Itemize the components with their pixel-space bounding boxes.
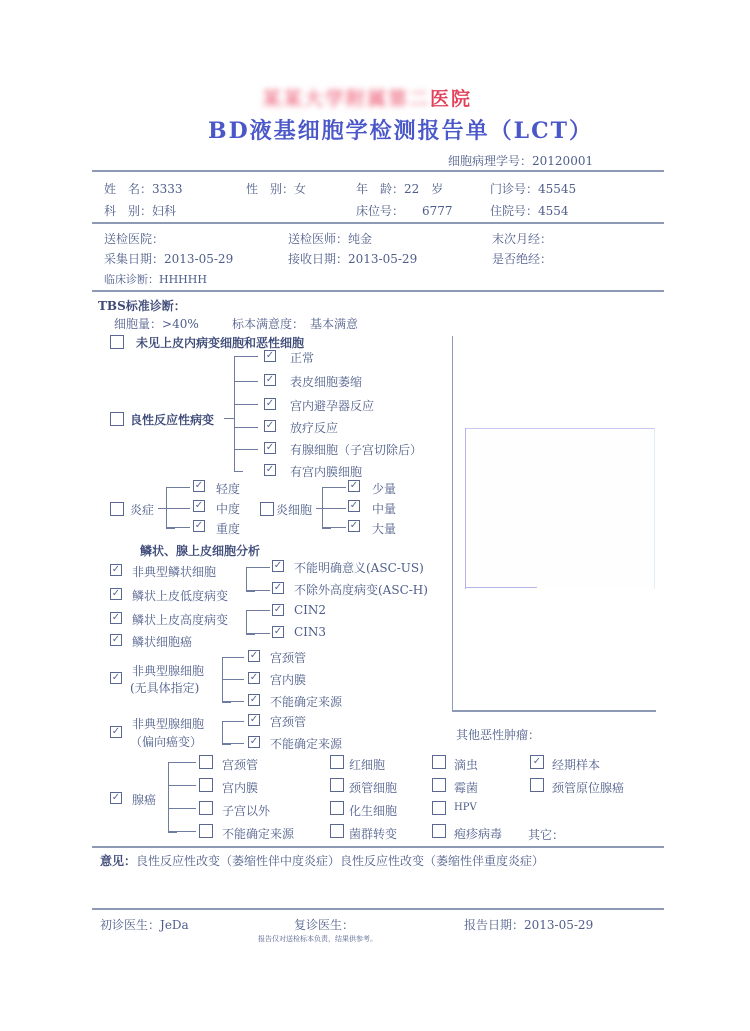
agc-neoplastic-checkbox[interactable]: ✓ bbox=[111, 726, 121, 737]
divider bbox=[92, 290, 664, 292]
benign-item-label: 宫内避孕器反应 bbox=[290, 399, 375, 413]
bracket-tick bbox=[222, 701, 244, 702]
squamous-label: 鳞状上皮低度病变 bbox=[132, 589, 229, 603]
asc-item-label: 不除外高度病变(ASC-H) bbox=[294, 583, 428, 597]
value: >40% bbox=[162, 317, 199, 331]
agc-nos-label-line2: (无具体指定) bbox=[130, 681, 200, 695]
squamous-checkbox[interactable]: ✓ bbox=[111, 634, 121, 645]
cell-type-checkbox[interactable] bbox=[330, 824, 344, 838]
agc-nos-checkbox[interactable]: ✓ bbox=[111, 672, 121, 683]
hospital-name-suffix: 医院 bbox=[430, 88, 473, 110]
cell-type-checkbox[interactable] bbox=[330, 755, 344, 769]
other-label: 其它： bbox=[528, 828, 565, 842]
other-malignant-label: 其他恶性肿瘤： bbox=[456, 728, 541, 742]
adenocarcinoma-item-label: 宫颈管 bbox=[222, 758, 259, 772]
outpatient-number bbox=[490, 180, 576, 197]
bracket bbox=[168, 762, 177, 833]
value: JeDa bbox=[160, 918, 189, 932]
organism-checkbox[interactable] bbox=[432, 801, 446, 815]
inflammation-item-checkbox[interactable]: ✓ bbox=[194, 520, 204, 531]
bracket-tick bbox=[234, 427, 258, 428]
cell-type-label: 菌群转变 bbox=[349, 827, 398, 841]
pathology-number bbox=[448, 152, 593, 169]
squamous-label: 鳞状细胞癌 bbox=[132, 635, 193, 649]
ais-checkbox[interactable] bbox=[530, 778, 544, 792]
benign-checkbox[interactable] bbox=[110, 412, 124, 426]
adenocarcinoma-item-label: 宫内膜 bbox=[222, 781, 259, 795]
benign-item-label: 表皮细胞萎缩 bbox=[290, 375, 363, 389]
cell-type-label: 化生细胞 bbox=[349, 804, 398, 818]
bracket-tick bbox=[168, 785, 196, 786]
value: 基本满意 bbox=[310, 317, 359, 331]
inflammatory-cells-item-label: 大量 bbox=[372, 522, 397, 536]
value: 3333 bbox=[152, 182, 183, 196]
label: 复诊医生： bbox=[294, 918, 355, 932]
benign-item-label: 有宫内膜细胞 bbox=[290, 465, 363, 479]
squamous-checkbox[interactable]: ✓ bbox=[111, 612, 121, 623]
benign-item-checkbox[interactable]: ✓ bbox=[265, 374, 275, 385]
bracket-tick bbox=[168, 762, 196, 763]
value: 4554 bbox=[538, 204, 569, 218]
submitting-hospital bbox=[104, 230, 164, 247]
tbs-title: TBS标准诊断： bbox=[98, 299, 186, 313]
report-date bbox=[464, 916, 593, 933]
label: 年 龄： bbox=[356, 182, 405, 196]
bracket-tick bbox=[158, 508, 166, 509]
inflammation-item-label: 重度 bbox=[216, 522, 241, 536]
squamous-checkbox[interactable]: ✓ bbox=[111, 588, 121, 599]
bracket-tick bbox=[246, 590, 270, 591]
inflammation-label: 炎症 bbox=[130, 503, 155, 517]
label: 报告日期： bbox=[464, 918, 525, 932]
cell-type-checkbox[interactable] bbox=[330, 801, 344, 815]
divider bbox=[92, 170, 664, 172]
bracket-tick bbox=[246, 633, 270, 634]
opinion-text: 良性反应性改变（萎缩性伴中度炎症）良性反应性改变（萎缩性伴重度炎症） bbox=[136, 854, 545, 868]
label: 床位号： bbox=[356, 204, 405, 218]
value: 女 bbox=[294, 182, 307, 196]
bracket-tick bbox=[222, 679, 244, 680]
patient-age bbox=[356, 180, 443, 197]
benign-item-label: 放疗反应 bbox=[290, 421, 339, 435]
bracket bbox=[246, 567, 255, 592]
label: 临床诊断： bbox=[104, 273, 159, 286]
value: 2013-05-29 bbox=[524, 918, 594, 932]
agc-nos-item-checkbox[interactable]: ✓ bbox=[249, 694, 259, 705]
ais-label: 颈管原位腺癌 bbox=[552, 781, 625, 795]
benign-item-checkbox[interactable]: ✓ bbox=[265, 398, 275, 409]
adenocarcinoma-item-checkbox[interactable] bbox=[199, 778, 213, 792]
review-doctor bbox=[294, 916, 354, 933]
nilm-label: 未见上皮内病变细胞和恶性细胞 bbox=[136, 336, 305, 350]
bracket-tick bbox=[234, 381, 258, 382]
inflammation-item-checkbox[interactable]: ✓ bbox=[194, 500, 204, 511]
benign-item-label: 有腺细胞（子宫切除后） bbox=[290, 443, 423, 457]
label: 接收日期： bbox=[288, 252, 349, 266]
cin-item-checkbox[interactable]: ✓ bbox=[273, 604, 283, 615]
image-frame-bottom bbox=[452, 710, 656, 712]
value: 纯金 bbox=[348, 232, 373, 246]
inpatient-number bbox=[490, 202, 569, 219]
divider bbox=[92, 222, 664, 224]
bracket-tick bbox=[166, 527, 190, 528]
inflammatory-cells-item-label: 少量 bbox=[372, 482, 397, 496]
clinical-diagnosis bbox=[104, 271, 207, 287]
bracket-tick bbox=[234, 449, 258, 450]
agc-nos-item-checkbox[interactable]: ✓ bbox=[249, 672, 259, 683]
organism-checkbox[interactable] bbox=[432, 778, 446, 792]
bracket-tick bbox=[246, 610, 270, 611]
agc-nos-item-label: 不能确定来源 bbox=[270, 695, 343, 709]
benign-item-label: 正常 bbox=[290, 351, 315, 365]
menopause bbox=[492, 250, 552, 267]
organism-checkbox[interactable] bbox=[432, 824, 446, 838]
cin-item-checkbox[interactable]: ✓ bbox=[273, 626, 283, 637]
agc-neoplastic-label-line1: 非典型腺细胞 bbox=[132, 717, 205, 731]
label: 是否绝经： bbox=[492, 252, 553, 266]
organism-checkbox[interactable] bbox=[432, 755, 446, 769]
agc-neoplastic-item-checkbox[interactable]: ✓ bbox=[249, 736, 259, 747]
nilm-checkbox[interactable] bbox=[110, 335, 124, 349]
benign-item-checkbox[interactable]: ✓ bbox=[265, 350, 275, 361]
submitting-doctor bbox=[288, 230, 372, 247]
initial-doctor bbox=[100, 916, 189, 933]
last-menstrual-period bbox=[492, 230, 552, 247]
asc-item-label: 不能明确意义(ASC-US) bbox=[294, 561, 424, 575]
agc-neoplastic-item-label: 不能确定来源 bbox=[270, 737, 343, 751]
adenocarcinoma-item-checkbox[interactable] bbox=[199, 755, 213, 769]
adenocarcinoma-label: 腺癌 bbox=[132, 793, 157, 807]
opinion-label: 意见： bbox=[100, 854, 137, 868]
pathology-number-label: 细胞病理学号： bbox=[448, 154, 533, 168]
bracket-tick bbox=[322, 508, 346, 509]
label: 送检医师： bbox=[288, 232, 349, 246]
report-title: BD液基细胞学检测报告单（LCT） bbox=[208, 118, 594, 144]
pathology-number-value: 20120001 bbox=[532, 154, 594, 168]
opinion bbox=[100, 852, 544, 869]
image-frame-left bbox=[452, 336, 453, 712]
label: 科 别： bbox=[104, 204, 153, 218]
agc-nos-label-line1: 非典型腺细胞 bbox=[132, 664, 205, 678]
inflammation-item-checkbox[interactable]: ✓ bbox=[194, 480, 204, 491]
inflammatory-cells-item-label: 中量 bbox=[372, 502, 397, 516]
menstrual-sample-checkbox[interactable]: ✓ bbox=[530, 755, 544, 769]
cin-item-label: CIN3 bbox=[294, 625, 327, 639]
inflammatory-cells-item-checkbox[interactable]: ✓ bbox=[349, 520, 359, 531]
organism-label: HPV bbox=[454, 802, 477, 813]
agc-neoplastic-item-label: 宫颈管 bbox=[270, 715, 307, 729]
bracket-tick bbox=[224, 418, 234, 419]
agc-neoplastic-item-checkbox[interactable]: ✓ bbox=[249, 714, 259, 725]
inflammatory-cells-label: 炎细胞 bbox=[276, 503, 313, 517]
adenocarcinoma-item-checkbox[interactable] bbox=[199, 824, 213, 838]
organism-label: 疱疹病毒 bbox=[454, 827, 503, 841]
label: 性 别： bbox=[246, 182, 295, 196]
bracket-tick bbox=[246, 567, 270, 568]
bracket-tick bbox=[166, 508, 190, 509]
agc-nos-item-checkbox[interactable]: ✓ bbox=[249, 650, 259, 661]
cell-type-checkbox[interactable] bbox=[330, 778, 344, 792]
divider bbox=[92, 846, 664, 848]
label: 送检医院： bbox=[104, 232, 165, 246]
disclaimer-note: 报告仅对送检标本负责，结果供参考。 bbox=[258, 935, 377, 943]
bracket-tick bbox=[222, 721, 244, 722]
bracket-tick bbox=[168, 808, 196, 809]
bracket bbox=[222, 721, 231, 745]
image-frame-edge bbox=[465, 587, 537, 588]
label: 采集日期： bbox=[104, 252, 165, 266]
squamous-checkbox[interactable]: ✓ bbox=[111, 564, 121, 575]
divider bbox=[92, 908, 664, 910]
benign-label: 良性反应性病变 bbox=[130, 413, 215, 427]
collection-date bbox=[104, 250, 233, 267]
squamous-label: 非典型鳞状细胞 bbox=[132, 565, 217, 579]
cell-type-label: 红细胞 bbox=[349, 758, 386, 772]
bed-number bbox=[356, 202, 453, 219]
cin-item-label: CIN2 bbox=[294, 603, 327, 617]
bracket bbox=[222, 657, 231, 703]
asc-item-checkbox[interactable]: ✓ bbox=[273, 582, 283, 593]
asc-item-checkbox[interactable]: ✓ bbox=[273, 560, 283, 571]
label: 住院号： bbox=[490, 204, 539, 218]
bracket-tick bbox=[322, 527, 346, 528]
value: 6777 bbox=[422, 204, 453, 218]
label: 门诊号： bbox=[490, 182, 539, 196]
bracket-tick bbox=[168, 831, 196, 832]
adenocarcinoma-checkbox[interactable]: ✓ bbox=[111, 792, 121, 803]
bracket-tick bbox=[234, 356, 258, 357]
hospital-name bbox=[262, 84, 472, 111]
label: 初诊医生： bbox=[100, 918, 161, 932]
agc-nos-item-label: 宫内膜 bbox=[270, 673, 307, 687]
patient-sex bbox=[246, 180, 306, 197]
bracket-tick bbox=[322, 487, 346, 488]
cell-amount bbox=[114, 315, 199, 332]
agc-neoplastic-label-line2: （偏向癌变） bbox=[130, 735, 203, 749]
label: 末次月经： bbox=[492, 232, 553, 246]
organism-label: 霉菌 bbox=[454, 781, 479, 795]
benign-item-checkbox[interactable]: ✓ bbox=[265, 420, 275, 431]
bracket-tick bbox=[222, 743, 244, 744]
value: 2013-05-29 bbox=[348, 252, 418, 266]
inflammation-item-label: 轻度 bbox=[216, 482, 241, 496]
squamous-label: 鳞状上皮高度病变 bbox=[132, 613, 229, 627]
benign-item-checkbox[interactable]: ✓ bbox=[265, 442, 275, 453]
cell-type-label: 颈管细胞 bbox=[349, 781, 398, 795]
bracket bbox=[234, 356, 243, 472]
inflammatory-cells-checkbox[interactable] bbox=[260, 502, 274, 516]
benign-item-checkbox[interactable]: ✓ bbox=[265, 464, 275, 475]
value: 妇科 bbox=[152, 204, 177, 218]
patient-name bbox=[104, 180, 183, 197]
bracket-tick bbox=[166, 487, 190, 488]
adenocarcinoma-item-label: 子宫以外 bbox=[222, 804, 271, 818]
value: 45545 bbox=[538, 182, 577, 196]
bracket-tick bbox=[222, 657, 244, 658]
inflammatory-cells-item-checkbox[interactable]: ✓ bbox=[349, 500, 359, 511]
inflammation-checkbox[interactable] bbox=[110, 502, 124, 516]
specimen-image-placeholder bbox=[465, 428, 655, 589]
adenocarcinoma-item-label: 不能确定来源 bbox=[222, 827, 295, 841]
label: 姓 名： bbox=[104, 182, 153, 196]
label: 标本满意度： bbox=[232, 317, 305, 331]
value: 22 岁 bbox=[404, 182, 444, 196]
agc-nos-item-label: 宫颈管 bbox=[270, 651, 307, 665]
bracket-tick bbox=[234, 404, 258, 405]
label: 细胞量： bbox=[114, 317, 163, 331]
adenocarcinoma-item-checkbox[interactable] bbox=[199, 801, 213, 815]
specimen-satisfaction bbox=[232, 315, 358, 332]
squamous-section-title: 鳞状、腺上皮细胞分析 bbox=[140, 544, 261, 558]
bracket bbox=[246, 610, 255, 635]
value: 2013-05-29 bbox=[164, 252, 234, 266]
department bbox=[104, 202, 176, 219]
inflammatory-cells-item-checkbox[interactable]: ✓ bbox=[349, 480, 359, 491]
receive-date bbox=[288, 250, 417, 267]
hospital-name-blurred: 某某大学附属第二 bbox=[262, 88, 431, 110]
value: HHHHH bbox=[159, 273, 207, 286]
organism-label: 滴虫 bbox=[454, 758, 479, 772]
inflammation-item-label: 中度 bbox=[216, 502, 241, 516]
menstrual-sample-label: 经期样本 bbox=[552, 758, 601, 772]
